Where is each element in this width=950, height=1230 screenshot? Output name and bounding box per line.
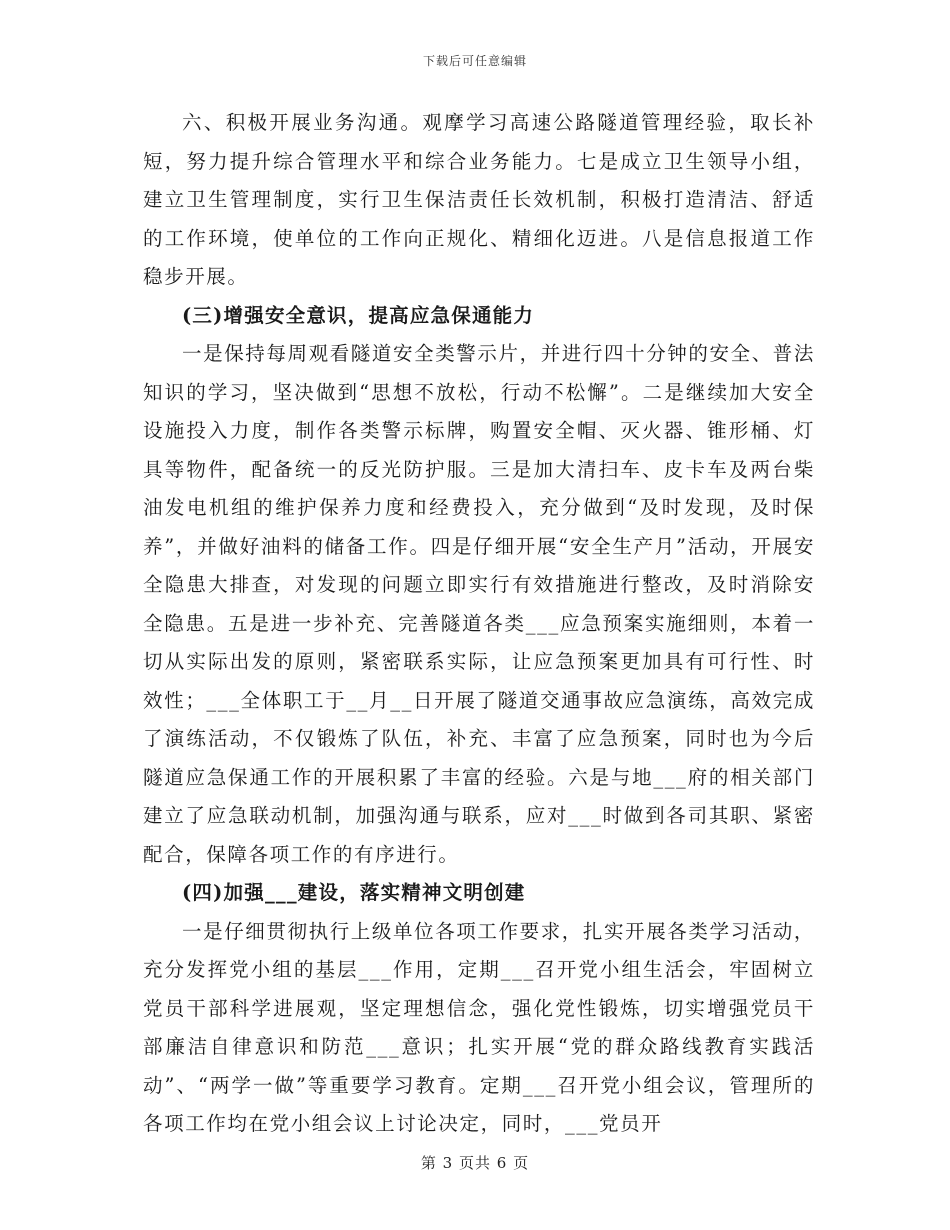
page-footer: 第 3 页共 6 页 [420,1154,530,1172]
document-body [143,104,815,1144]
paragraph-body: 一是保持每周观看隧道安全类警示片，并进行四十分钟的安全、普法知识的学习，坚决做到“思想不放松，行动不松懈”。二是继续加大安全设施投入力度，制作各类警示标牌，购置安全帽、灭火器、锥形桶、灯具等物件，配备统一的反光防护服。三是加大清扫车、皮卡车及两台柴油发电机组的维护保养力度和经费投入，充分做到“及时发现，及时保养”，并做好油料的储备工作。四是仔细开展“安全生产月”活动，开展安全隐患大排查，对发现的问题立即实行有效措施进行整改，及时消除安全隐患。五是进一步补充、完善隧道各类___应急预案实施细则，本着一切从实际出发的原则，紧密联系实际，让应急预案更加具有可行性、时效性；___全体职工于__月__日开展了隧道交通事故应急演练，高效完成了演练活动，不仅锻炼了队伍，补充、丰富了应急预案，同时也为今后隧道应急保通工作的开展积累了丰富的经验。六是与地___府的相关部门建立了应急联动机制，加强沟通与联系，应对___时做到各司其职、紧密配合，保障各项工作的有序进行。 [143,342,816,866]
paragraph-body: 六、积极开展业务沟通。观摩学习高速公路隧道管理经验，取长补短，努力提升综合管理水平和综合业务能力。七是成立卫生领导小组，建立卫生管理制度，实行卫生保洁责任长效机制，积极打造清洁、舒适的工作环境，使单位的工作向正规化、精细化迈进。八是信息报道工作稳步开展。 [143,111,815,288]
section-heading: (三)增强安全意识，提高应急保通能力 [182,303,535,327]
section-heading: (四)加强___建设，落实精神文明创建 [182,881,526,904]
paragraph-body: 一是仔细贯彻执行上级单位各项工作要求，扎实开展各类学习活动，充分发挥党小组的基层___作用，定期___召开党小组生活会，牢固树立党员干部科学进展观，坚定理想信念，强化党性锻炼，切实增强党员干部廉洁自律意识和防范___意识；扎实开展“党的群众路线教育实践活动”、“两学一做”等重要学习教育。定期___召开党小组会议，管理所的各项工作均在党小组会议上讨论决定，同时，___党员开 [143,919,816,1135]
page-header: 下载后可任意编辑 [422,54,527,68]
